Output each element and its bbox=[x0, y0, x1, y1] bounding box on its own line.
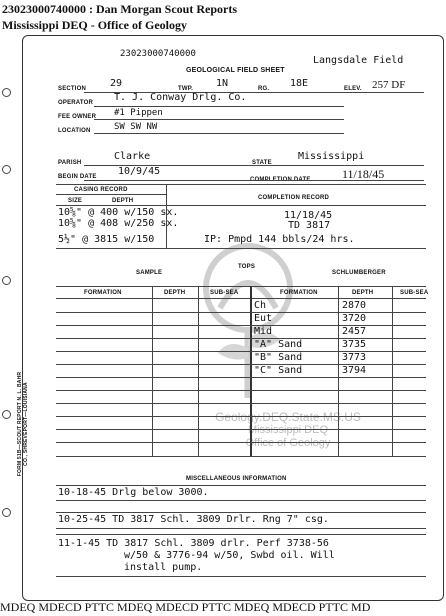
state-label: STATE bbox=[252, 160, 272, 166]
well-id-stamp: 23023000740000 bbox=[120, 49, 196, 59]
rg-label: RG. bbox=[258, 86, 270, 92]
parish-value: Clarke bbox=[114, 151, 151, 162]
tops-depth: 3735 bbox=[342, 339, 367, 350]
field-name: Langsdale Field bbox=[313, 55, 404, 66]
formation-header: FORMATION bbox=[280, 290, 318, 296]
tops-depth: 3720 bbox=[342, 313, 367, 324]
tops-depth: 2870 bbox=[342, 300, 367, 311]
tops-formation: Ch bbox=[254, 300, 267, 311]
operator-value: T. J. Conway Drlg. Co. bbox=[114, 92, 247, 103]
watermark-office: Office of Geology bbox=[245, 437, 331, 449]
twp-value: 1N bbox=[216, 78, 229, 89]
state-value: Mississippi bbox=[298, 151, 365, 162]
elev-value: 257 DF bbox=[372, 79, 406, 91]
formation-header: FORMATION bbox=[84, 290, 122, 296]
completion-date-value: 11/18/45 bbox=[342, 167, 385, 181]
punch-hole bbox=[2, 508, 11, 517]
form-note: FORM 51B—SCOUT REPORT N. L. BAHR CO., SHREVEPORT—LOUISIANA bbox=[17, 371, 29, 477]
casing-line: 5½" @ 3815 w/150 bbox=[58, 234, 155, 245]
location-value: SW SW NW bbox=[114, 122, 158, 132]
report-subtitle: Mississippi DEQ - Office of Geology bbox=[2, 18, 187, 32]
completion-record-label: COMPLETION RECORD bbox=[258, 195, 330, 201]
tops-depth: 3773 bbox=[342, 352, 367, 363]
completion-date-label: COMPLETION DATE bbox=[250, 177, 311, 183]
begin-date-label: BEGIN DATE bbox=[58, 174, 97, 180]
misc-line: install pump. bbox=[124, 562, 203, 573]
begin-date-value: 10/9/45 bbox=[118, 166, 161, 177]
misc-line: 10-18-45 Drlg below 3000. bbox=[58, 487, 209, 498]
punch-hole bbox=[2, 88, 11, 97]
sub-sea-header: SUB-SEA bbox=[400, 290, 429, 296]
section-label: SECTION bbox=[58, 86, 87, 92]
location-label: LOCATION bbox=[58, 128, 91, 134]
tops-formation: Mid bbox=[254, 326, 273, 337]
report-title: 23023000740000 : Dan Morgan Scout Reports bbox=[2, 2, 237, 16]
twp-label: TWP. bbox=[178, 86, 194, 92]
completion-line: IP: Pmpd 144 bbls/24 hrs. bbox=[204, 234, 355, 245]
size-label: SIZE bbox=[68, 198, 83, 204]
sub-sea-header: SUB-SEA bbox=[210, 290, 239, 296]
punch-hole bbox=[2, 276, 11, 285]
punch-hole bbox=[2, 165, 11, 174]
completion-line: TD 3817 bbox=[288, 220, 331, 231]
watermark-org: Mississippi DEQ bbox=[247, 424, 329, 436]
casing-line: 10⅝" @ 408 w/250 sx. bbox=[58, 218, 179, 229]
depth-header: DEPTH bbox=[164, 290, 186, 296]
tops-formation: "C" Sand bbox=[254, 365, 303, 376]
sample-label: SAMPLE bbox=[136, 270, 163, 276]
misc-line: w/50 & 3776-94 w/50, Swbd oil. Will bbox=[124, 550, 335, 561]
fee-owner-label: FEE OWNER bbox=[58, 114, 97, 120]
watermark-url: Geology.DEQ.State.MS.US bbox=[215, 410, 361, 424]
depth-label: DEPTH bbox=[112, 198, 134, 204]
elev-label: ELEV. bbox=[344, 86, 362, 92]
misc-info-label: MISCELLANEOUS INFORMATION bbox=[186, 476, 287, 482]
tops-formation: "B" Sand bbox=[254, 352, 303, 363]
tops-depth: 2457 bbox=[342, 326, 367, 337]
footer-stamp: MDEQ MDECD PTTC MDEQ MDECD PTTC MDEQ MDECD PTTC MD bbox=[0, 600, 371, 614]
depth-header: DEPTH bbox=[352, 290, 374, 296]
operator-label: OPERATOR bbox=[58, 100, 94, 106]
misc-line: 10-25-45 TD 3817 Schl. 3809 Drlr. Rng 7" csg. bbox=[58, 514, 329, 525]
sheet-title: GEOLOGICAL FIELD SHEET bbox=[186, 67, 285, 74]
casing-record-label: CASING RECORD bbox=[74, 187, 128, 193]
tops-formation: Eut bbox=[254, 313, 273, 324]
punch-hole bbox=[2, 410, 11, 419]
completion-line: 11/18/45 bbox=[284, 210, 333, 221]
tops-label: TOPS bbox=[238, 264, 256, 270]
misc-line: 11-1-45 TD 3817 Schl. 3809 drlr. Perf 3738-56 bbox=[58, 538, 329, 549]
casing-line: 10⅝" @ 400 w/150 sx. bbox=[58, 207, 179, 218]
parish-label: PARISH bbox=[58, 160, 82, 166]
schlumberger-label: SCHLUMBERGER bbox=[332, 270, 386, 276]
fee-owner-value: #1 Pippen bbox=[114, 108, 163, 118]
tops-depth: 3794 bbox=[342, 365, 367, 376]
rg-value: 18E bbox=[290, 78, 309, 89]
tops-formation: "A" Sand bbox=[254, 339, 303, 350]
section-value: 29 bbox=[110, 78, 123, 89]
